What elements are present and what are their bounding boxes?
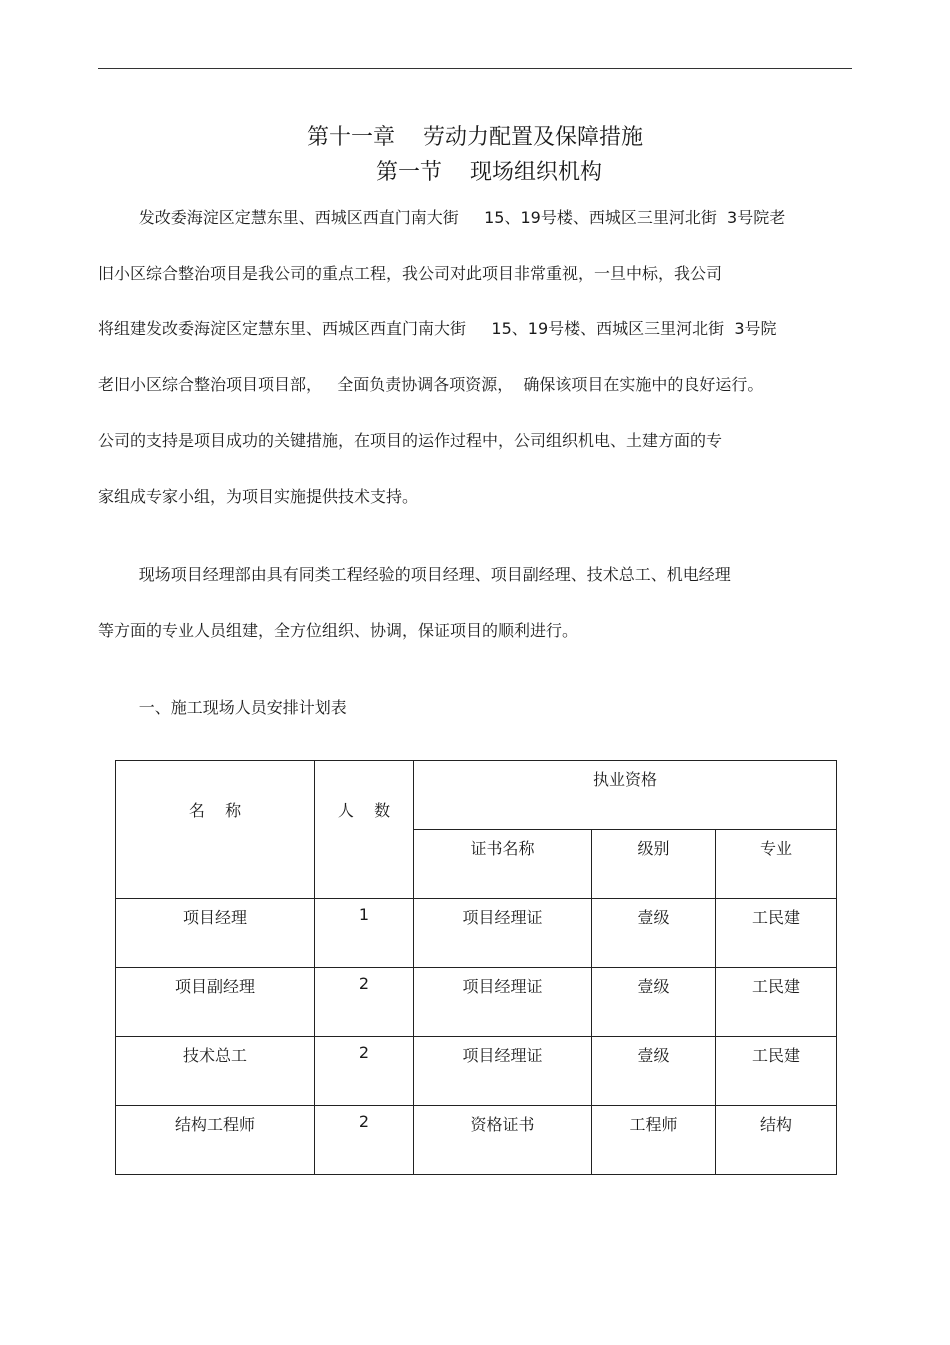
- certificate-cell: 项目经理证: [414, 899, 592, 968]
- paragraph-line: 老旧小区综合整治项目项目部， 全面负责协调各项资源， 确保该项目在实施中的良好运行。: [98, 375, 764, 394]
- certificate-cell: 资格证书: [414, 1106, 592, 1175]
- chapter-title: 第十一章 劳动力配置及保障措施: [307, 125, 643, 150]
- count-cell: 2: [315, 968, 414, 1037]
- header-qualification-cell: 执业资格: [414, 761, 837, 830]
- paragraph-line: 家组成专家小组，为项目实施提供技术支持。: [98, 487, 419, 506]
- specialty-cell: 结构: [716, 1106, 837, 1175]
- name-cell: 结构工程师: [116, 1106, 315, 1175]
- header-level-cell: 级别: [592, 830, 716, 899]
- count-cell: 2: [315, 1106, 414, 1175]
- paragraph-line: 发改委海淀区定慧东里、西城区西直门南大街 15、19号楼、西城区三里河北街 3号院老: [98, 208, 786, 227]
- header-name-cell: 名 称: [116, 761, 315, 899]
- header-rule: [98, 68, 852, 69]
- certificate-cell: 项目经理证: [414, 968, 592, 1037]
- specialty-cell: 工民建: [716, 968, 837, 1037]
- header-specialty-cell: 专业: [716, 830, 837, 899]
- table-row: [116, 1037, 837, 1106]
- level-cell: 壹级: [592, 899, 716, 968]
- table-heading: 一、施工现场人员安排计划表: [98, 698, 347, 717]
- paragraph-line: 等方面的专业人员组建，全方位组织、协调，保证项目的顺利进行。: [98, 621, 579, 640]
- level-cell: 壹级: [592, 1037, 716, 1106]
- specialty-cell: 工民建: [716, 899, 837, 968]
- header-certificate-cell: 证书名称: [414, 830, 592, 899]
- table-row: [116, 968, 837, 1037]
- paragraph-line: 将组建发改委海淀区定慧东里、西城区西直门南大街 15、19号楼、西城区三里河北街 3号院: [98, 319, 777, 338]
- count-cell: 1: [315, 899, 414, 968]
- count-cell: 2: [315, 1037, 414, 1106]
- header-count-cell: 人 数: [315, 761, 414, 899]
- staff-plan-table: [115, 760, 837, 1175]
- section-title: 第一节 现场组织机构: [376, 160, 602, 185]
- name-cell: 项目副经理: [116, 968, 315, 1037]
- paragraph-line: 现场项目经理部由具有同类工程经验的项目经理、项目副经理、技术总工、机电经理: [98, 565, 731, 584]
- specialty-cell: 工民建: [716, 1037, 837, 1106]
- name-cell: 技术总工: [116, 1037, 315, 1106]
- paragraph-line: 旧小区综合整治项目是我公司的重点工程，我公司对此项目非常重视，一旦中标，我公司: [98, 264, 723, 283]
- table-header-row: [116, 761, 837, 830]
- level-cell: 壹级: [592, 968, 716, 1037]
- name-cell: 项目经理: [116, 899, 315, 968]
- certificate-cell: 项目经理证: [414, 1037, 592, 1106]
- table-row: [116, 1106, 837, 1175]
- level-cell: 工程师: [592, 1106, 716, 1175]
- paragraph-line: 公司的支持是项目成功的关键措施，在项目的运作过程中，公司组织机电、土建方面的专: [98, 431, 723, 450]
- table-row: [116, 899, 837, 968]
